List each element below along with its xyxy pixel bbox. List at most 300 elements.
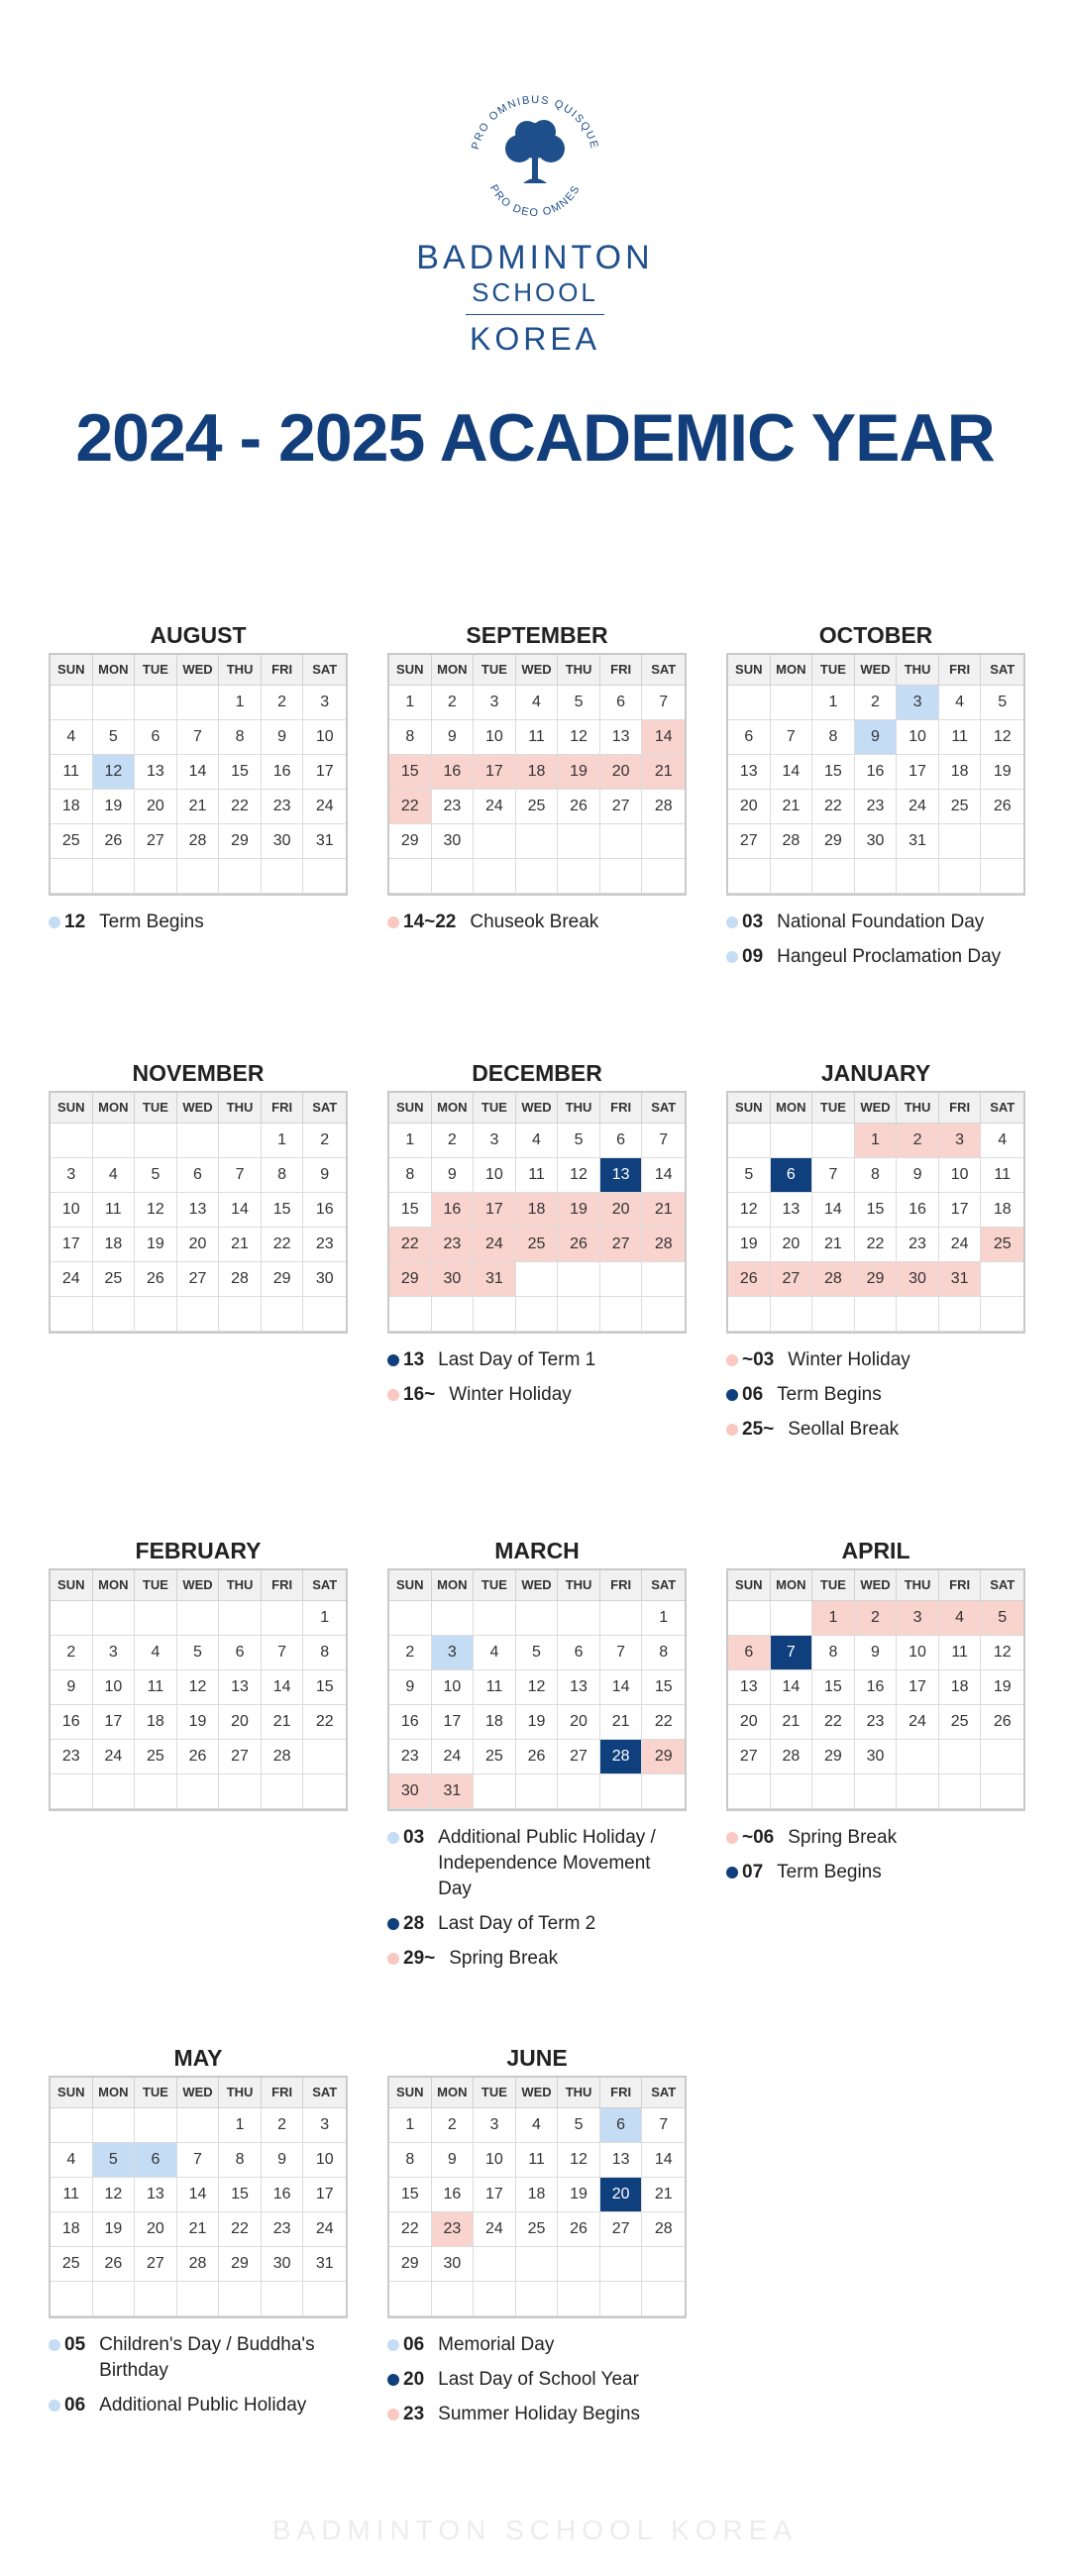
day-cell: 5 bbox=[93, 720, 136, 755]
month-notes bbox=[49, 910, 348, 935]
day-cell: 18 bbox=[51, 2212, 93, 2247]
day-cell: 18 bbox=[516, 1193, 559, 1228]
weekday-header: FRI bbox=[600, 1093, 643, 1124]
empty-day-cell bbox=[51, 1601, 93, 1636]
day-cell: 30 bbox=[432, 824, 475, 859]
note-text: Spring Break bbox=[788, 1827, 898, 1848]
weekday-header: MON bbox=[432, 2078, 475, 2108]
day-cell: 20 bbox=[728, 1705, 771, 1740]
day-cell: 23 bbox=[432, 2212, 475, 2247]
empty-day-cell bbox=[51, 1124, 93, 1158]
empty-day-cell bbox=[516, 824, 559, 859]
note-item bbox=[387, 2332, 687, 2358]
day-cell: 18 bbox=[474, 1705, 516, 1740]
month-name: JUNE bbox=[506, 2045, 568, 2071]
note-date: 06 bbox=[403, 2334, 425, 2355]
month-calendar-table bbox=[387, 653, 687, 896]
note-item bbox=[387, 1347, 687, 1373]
note-date: 07 bbox=[742, 1862, 764, 1882]
empty-day-cell bbox=[303, 859, 346, 894]
day-cell: 14 bbox=[771, 755, 813, 790]
note-date: 03 bbox=[403, 1827, 425, 1848]
day-cell: 25 bbox=[93, 1262, 136, 1297]
day-cell: 10 bbox=[93, 1670, 136, 1705]
weekday-header: FRI bbox=[600, 2078, 643, 2108]
weekday-header: THU bbox=[219, 655, 262, 686]
day-cell: 17 bbox=[939, 1193, 982, 1228]
empty-day-cell bbox=[432, 859, 475, 894]
day-cell: 27 bbox=[135, 2247, 177, 2282]
month-june bbox=[387, 2043, 687, 2436]
day-cell: 4 bbox=[516, 686, 559, 720]
note-date: 13 bbox=[403, 1349, 425, 1370]
note-date: ~03 bbox=[742, 1349, 775, 1370]
day-cell: 5 bbox=[728, 1158, 771, 1193]
weekday-header: FRI bbox=[939, 1570, 982, 1601]
day-cell: 17 bbox=[93, 1705, 136, 1740]
day-cell: 15 bbox=[389, 755, 432, 790]
day-cell: 30 bbox=[855, 824, 898, 859]
day-cell: 22 bbox=[389, 1228, 432, 1262]
day-cell: 19 bbox=[135, 1228, 177, 1262]
day-cell: 23 bbox=[51, 1740, 93, 1774]
month-name: FEBRUARY bbox=[135, 1538, 262, 1563]
empty-day-cell bbox=[600, 1297, 643, 1332]
day-cell: 19 bbox=[728, 1228, 771, 1262]
empty-day-cell bbox=[771, 1774, 813, 1809]
weekday-header: SAT bbox=[981, 1570, 1023, 1601]
empty-day-cell bbox=[600, 1601, 643, 1636]
day-cell: 5 bbox=[558, 686, 600, 720]
day-cell: 5 bbox=[516, 1636, 559, 1670]
day-cell: 21 bbox=[771, 1705, 813, 1740]
month-notes bbox=[387, 2332, 687, 2427]
day-cell: 12 bbox=[728, 1193, 771, 1228]
day-cell: 16 bbox=[855, 1670, 898, 1705]
day-cell: 18 bbox=[516, 2178, 559, 2212]
day-cell: 12 bbox=[981, 720, 1023, 755]
day-cell: 14 bbox=[177, 2178, 220, 2212]
day-cell: 29 bbox=[389, 824, 432, 859]
weekday-header: TUE bbox=[135, 655, 177, 686]
day-cell: 22 bbox=[262, 1228, 304, 1262]
month-name: DECEMBER bbox=[472, 1060, 602, 1086]
day-cell: 12 bbox=[558, 2143, 600, 2178]
day-cell: 13 bbox=[600, 1158, 643, 1193]
day-cell: 26 bbox=[558, 2212, 600, 2247]
day-cell: 27 bbox=[600, 2212, 643, 2247]
empty-day-cell bbox=[303, 1774, 346, 1809]
day-cell: 15 bbox=[389, 1193, 432, 1228]
note-item bbox=[387, 2367, 687, 2393]
day-cell: 9 bbox=[897, 1158, 939, 1193]
day-cell: 19 bbox=[558, 1193, 600, 1228]
legend-dot-icon bbox=[387, 1953, 399, 1965]
month-notes bbox=[49, 2332, 348, 2418]
note-text: Additional Public Holiday bbox=[99, 2395, 307, 2415]
day-cell: 5 bbox=[981, 686, 1023, 720]
day-cell: 26 bbox=[558, 1228, 600, 1262]
day-cell: 18 bbox=[516, 755, 559, 790]
empty-day-cell bbox=[51, 859, 93, 894]
empty-day-cell bbox=[303, 1297, 346, 1332]
day-cell: 9 bbox=[51, 1670, 93, 1705]
day-cell: 29 bbox=[219, 824, 262, 859]
month-name: APRIL bbox=[841, 1538, 910, 1563]
note-item bbox=[387, 1825, 687, 1902]
day-cell: 10 bbox=[897, 1636, 939, 1670]
empty-day-cell bbox=[177, 1601, 220, 1636]
day-cell: 1 bbox=[219, 2108, 262, 2143]
day-cell: 9 bbox=[855, 1636, 898, 1670]
day-cell: 27 bbox=[135, 824, 177, 859]
weekday-header: SUN bbox=[389, 2078, 432, 2108]
month-name: AUGUST bbox=[150, 622, 247, 648]
day-cell: 14 bbox=[642, 1158, 685, 1193]
day-cell: 31 bbox=[432, 1774, 475, 1809]
day-cell: 27 bbox=[219, 1740, 262, 1774]
day-cell: 22 bbox=[389, 790, 432, 824]
empty-day-cell bbox=[474, 859, 516, 894]
legend-dot-icon bbox=[387, 1918, 399, 1930]
weekday-header: FRI bbox=[939, 655, 982, 686]
day-cell: 3 bbox=[897, 1601, 939, 1636]
day-cell: 16 bbox=[389, 1705, 432, 1740]
day-cell: 11 bbox=[51, 2178, 93, 2212]
empty-day-cell bbox=[981, 824, 1023, 859]
month-name: MAY bbox=[173, 2045, 223, 2071]
empty-day-cell bbox=[728, 1774, 771, 1809]
weekday-header: THU bbox=[558, 2078, 600, 2108]
day-cell: 6 bbox=[135, 720, 177, 755]
legend-dot-icon bbox=[726, 1389, 738, 1401]
weekday-header: TUE bbox=[474, 2078, 516, 2108]
empty-day-cell bbox=[93, 1774, 136, 1809]
empty-day-cell bbox=[135, 686, 177, 720]
day-cell: 29 bbox=[812, 1740, 855, 1774]
weekday-header: SUN bbox=[728, 1093, 771, 1124]
note-text: Last Day of School Year bbox=[438, 2369, 639, 2390]
day-cell: 25 bbox=[939, 1705, 982, 1740]
day-cell: 2 bbox=[389, 1636, 432, 1670]
note-date: 05 bbox=[64, 2334, 86, 2355]
day-cell: 18 bbox=[939, 755, 982, 790]
day-cell: 2 bbox=[262, 2108, 304, 2143]
day-cell: 5 bbox=[981, 1601, 1023, 1636]
day-cell: 28 bbox=[642, 2212, 685, 2247]
day-cell: 6 bbox=[600, 2108, 643, 2143]
day-cell: 18 bbox=[93, 1228, 136, 1262]
empty-day-cell bbox=[771, 859, 813, 894]
day-cell: 19 bbox=[981, 755, 1023, 790]
weekday-header: SAT bbox=[642, 1570, 685, 1601]
day-cell: 22 bbox=[303, 1705, 346, 1740]
empty-day-cell bbox=[389, 859, 432, 894]
month-notes bbox=[387, 910, 687, 935]
weekday-header: MON bbox=[771, 1093, 813, 1124]
weekday-header: SUN bbox=[728, 655, 771, 686]
day-cell: 11 bbox=[939, 720, 982, 755]
svg-text:PRO DEO OMNES bbox=[487, 183, 583, 220]
weekday-header: TUE bbox=[474, 1093, 516, 1124]
weekday-header: MON bbox=[432, 1093, 475, 1124]
legend-dot-icon bbox=[726, 1354, 738, 1366]
day-cell: 18 bbox=[981, 1193, 1023, 1228]
weekday-header: SUN bbox=[51, 655, 93, 686]
empty-day-cell bbox=[939, 1297, 982, 1332]
day-cell: 29 bbox=[389, 2247, 432, 2282]
note-date: 14~22 bbox=[403, 912, 457, 932]
legend-dot-icon bbox=[726, 1867, 738, 1878]
day-cell: 23 bbox=[303, 1228, 346, 1262]
day-cell: 6 bbox=[219, 1636, 262, 1670]
day-cell: 25 bbox=[516, 2212, 559, 2247]
note-item bbox=[726, 1825, 1025, 1851]
empty-day-cell bbox=[981, 859, 1023, 894]
day-cell: 14 bbox=[812, 1193, 855, 1228]
empty-day-cell bbox=[939, 859, 982, 894]
day-cell: 8 bbox=[812, 720, 855, 755]
day-cell: 23 bbox=[855, 790, 898, 824]
day-cell: 17 bbox=[897, 1670, 939, 1705]
day-cell: 17 bbox=[474, 755, 516, 790]
day-cell: 23 bbox=[432, 790, 475, 824]
note-item bbox=[387, 1946, 687, 1972]
day-cell: 29 bbox=[812, 824, 855, 859]
day-cell: 1 bbox=[642, 1601, 685, 1636]
empty-day-cell bbox=[262, 859, 304, 894]
note-text: Winter Holiday bbox=[788, 1349, 910, 1370]
day-cell: 20 bbox=[728, 790, 771, 824]
day-cell: 27 bbox=[177, 1262, 220, 1297]
day-cell: 31 bbox=[897, 824, 939, 859]
empty-day-cell bbox=[642, 859, 685, 894]
day-cell: 13 bbox=[219, 1670, 262, 1705]
note-item bbox=[387, 1911, 687, 1937]
weekday-header: TUE bbox=[135, 1093, 177, 1124]
note-date: 09 bbox=[742, 946, 764, 967]
empty-day-cell bbox=[93, 2282, 136, 2316]
empty-day-cell bbox=[981, 1262, 1023, 1297]
empty-day-cell bbox=[389, 2282, 432, 2316]
weekday-header: TUE bbox=[812, 1093, 855, 1124]
day-cell: 15 bbox=[262, 1193, 304, 1228]
logo-line-badminton: BADMINTON bbox=[416, 239, 654, 276]
weekday-header: WED bbox=[516, 1093, 559, 1124]
month-november bbox=[49, 1058, 348, 1347]
empty-day-cell bbox=[516, 1297, 559, 1332]
empty-day-cell bbox=[642, 2247, 685, 2282]
day-cell: 3 bbox=[939, 1124, 982, 1158]
day-cell: 6 bbox=[771, 1158, 813, 1193]
day-cell: 20 bbox=[600, 1193, 643, 1228]
day-cell: 4 bbox=[93, 1158, 136, 1193]
day-cell: 27 bbox=[771, 1262, 813, 1297]
day-cell: 9 bbox=[303, 1158, 346, 1193]
month-name: NOVEMBER bbox=[132, 1060, 265, 1086]
note-text: Last Day of Term 2 bbox=[438, 1913, 596, 1934]
note-text: Winter Holiday bbox=[449, 1384, 572, 1405]
note-text: Term Begins bbox=[99, 912, 204, 932]
note-text: Hangeul Proclamation Day bbox=[777, 946, 1002, 967]
day-cell: 23 bbox=[432, 1228, 475, 1262]
empty-day-cell bbox=[389, 1601, 432, 1636]
empty-day-cell bbox=[177, 2282, 220, 2316]
day-cell: 23 bbox=[262, 2212, 304, 2247]
weekday-header: MON bbox=[93, 1570, 136, 1601]
day-cell: 2 bbox=[897, 1124, 939, 1158]
note-date: 12 bbox=[64, 912, 86, 932]
day-cell: 10 bbox=[51, 1193, 93, 1228]
empty-day-cell bbox=[474, 1601, 516, 1636]
day-cell: 22 bbox=[812, 1705, 855, 1740]
empty-day-cell bbox=[771, 686, 813, 720]
day-cell: 22 bbox=[389, 2212, 432, 2247]
logo-divider bbox=[466, 314, 604, 315]
note-text: Spring Break bbox=[449, 1948, 559, 1969]
day-cell: 31 bbox=[474, 1262, 516, 1297]
weekday-header: SUN bbox=[389, 655, 432, 686]
weekday-header: SUN bbox=[51, 1093, 93, 1124]
note-item bbox=[726, 1347, 1025, 1373]
day-cell: 17 bbox=[474, 2178, 516, 2212]
empty-day-cell bbox=[93, 1124, 136, 1158]
month-calendar-table bbox=[49, 653, 348, 896]
day-cell: 16 bbox=[262, 755, 304, 790]
month-april bbox=[726, 1536, 1025, 1894]
empty-day-cell bbox=[771, 1601, 813, 1636]
empty-day-cell bbox=[93, 1601, 136, 1636]
day-cell: 10 bbox=[474, 1158, 516, 1193]
day-cell: 5 bbox=[558, 1124, 600, 1158]
day-cell: 24 bbox=[474, 2212, 516, 2247]
day-cell: 10 bbox=[303, 2143, 346, 2178]
note-date: 29~ bbox=[403, 1948, 436, 1969]
day-cell: 2 bbox=[432, 686, 475, 720]
day-cell: 19 bbox=[558, 2178, 600, 2212]
day-cell: 17 bbox=[51, 1228, 93, 1262]
day-cell: 28 bbox=[771, 1740, 813, 1774]
day-cell: 26 bbox=[558, 790, 600, 824]
weekday-header: THU bbox=[897, 655, 939, 686]
note-item bbox=[387, 2402, 687, 2427]
month-december bbox=[387, 1058, 687, 1417]
legend-dot-icon bbox=[49, 916, 60, 928]
day-cell: 29 bbox=[642, 1740, 685, 1774]
day-cell: 26 bbox=[135, 1262, 177, 1297]
day-cell: 21 bbox=[177, 790, 220, 824]
note-item bbox=[49, 2393, 348, 2418]
day-cell: 20 bbox=[177, 1228, 220, 1262]
empty-day-cell bbox=[51, 686, 93, 720]
weekday-header: FRI bbox=[600, 1570, 643, 1601]
note-text: Term Begins bbox=[777, 1862, 882, 1882]
weekday-header: SUN bbox=[728, 1570, 771, 1601]
empty-day-cell bbox=[51, 1297, 93, 1332]
day-cell: 9 bbox=[432, 1158, 475, 1193]
day-cell: 3 bbox=[51, 1158, 93, 1193]
weekday-header: WED bbox=[855, 1093, 898, 1124]
day-cell: 9 bbox=[432, 2143, 475, 2178]
day-cell: 31 bbox=[303, 824, 346, 859]
weekday-header: TUE bbox=[135, 1570, 177, 1601]
day-cell: 11 bbox=[474, 1670, 516, 1705]
empty-day-cell bbox=[219, 2282, 262, 2316]
day-cell: 8 bbox=[389, 720, 432, 755]
day-cell: 17 bbox=[303, 755, 346, 790]
day-cell: 20 bbox=[600, 2178, 643, 2212]
day-cell: 28 bbox=[219, 1262, 262, 1297]
day-cell: 4 bbox=[51, 2143, 93, 2178]
day-cell: 18 bbox=[135, 1705, 177, 1740]
weekday-header: THU bbox=[897, 1093, 939, 1124]
month-notes bbox=[726, 1347, 1025, 1443]
day-cell: 8 bbox=[642, 1636, 685, 1670]
empty-day-cell bbox=[600, 859, 643, 894]
day-cell: 16 bbox=[432, 2178, 475, 2212]
day-cell: 24 bbox=[51, 1262, 93, 1297]
day-cell: 5 bbox=[135, 1158, 177, 1193]
motto-top: PRO OMNIBUS QUISQUE bbox=[470, 93, 600, 152]
day-cell: 12 bbox=[981, 1636, 1023, 1670]
day-cell: 30 bbox=[389, 1774, 432, 1809]
day-cell: 6 bbox=[177, 1158, 220, 1193]
day-cell: 26 bbox=[177, 1740, 220, 1774]
weekday-header: WED bbox=[177, 1570, 220, 1601]
day-cell: 21 bbox=[262, 1705, 304, 1740]
legend-dot-icon bbox=[387, 916, 399, 928]
empty-day-cell bbox=[177, 686, 220, 720]
day-cell: 10 bbox=[432, 1670, 475, 1705]
page-title: 2024 - 2025 ACADEMIC YEAR bbox=[75, 400, 995, 476]
weekday-header: THU bbox=[219, 2078, 262, 2108]
empty-day-cell bbox=[600, 1774, 643, 1809]
legend-dot-icon bbox=[387, 1832, 399, 1844]
empty-day-cell bbox=[262, 1297, 304, 1332]
day-cell: 7 bbox=[771, 720, 813, 755]
weekday-header: SAT bbox=[303, 2078, 346, 2108]
day-cell: 7 bbox=[812, 1158, 855, 1193]
empty-day-cell bbox=[516, 1601, 559, 1636]
day-cell: 13 bbox=[135, 2178, 177, 2212]
day-cell: 20 bbox=[771, 1228, 813, 1262]
month-march bbox=[387, 1536, 687, 1981]
empty-day-cell bbox=[642, 1297, 685, 1332]
empty-day-cell bbox=[516, 1774, 559, 1809]
legend-dot-icon bbox=[387, 1389, 399, 1401]
day-cell: 24 bbox=[432, 1740, 475, 1774]
day-cell: 28 bbox=[812, 1262, 855, 1297]
note-date: 03 bbox=[742, 912, 764, 932]
legend-dot-icon bbox=[726, 1424, 738, 1436]
note-date: ~06 bbox=[742, 1827, 775, 1848]
day-cell: 22 bbox=[642, 1705, 685, 1740]
day-cell: 9 bbox=[855, 720, 898, 755]
day-cell: 24 bbox=[897, 790, 939, 824]
day-cell: 15 bbox=[303, 1670, 346, 1705]
empty-day-cell bbox=[558, 824, 600, 859]
month-february bbox=[49, 1536, 348, 1825]
empty-day-cell bbox=[262, 1601, 304, 1636]
day-cell: 17 bbox=[897, 755, 939, 790]
day-cell: 1 bbox=[812, 1601, 855, 1636]
note-date: 23 bbox=[403, 2404, 425, 2424]
day-cell: 19 bbox=[177, 1705, 220, 1740]
empty-day-cell bbox=[93, 686, 136, 720]
weekday-header: FRI bbox=[262, 655, 304, 686]
empty-day-cell bbox=[135, 859, 177, 894]
weekday-header: MON bbox=[93, 2078, 136, 2108]
